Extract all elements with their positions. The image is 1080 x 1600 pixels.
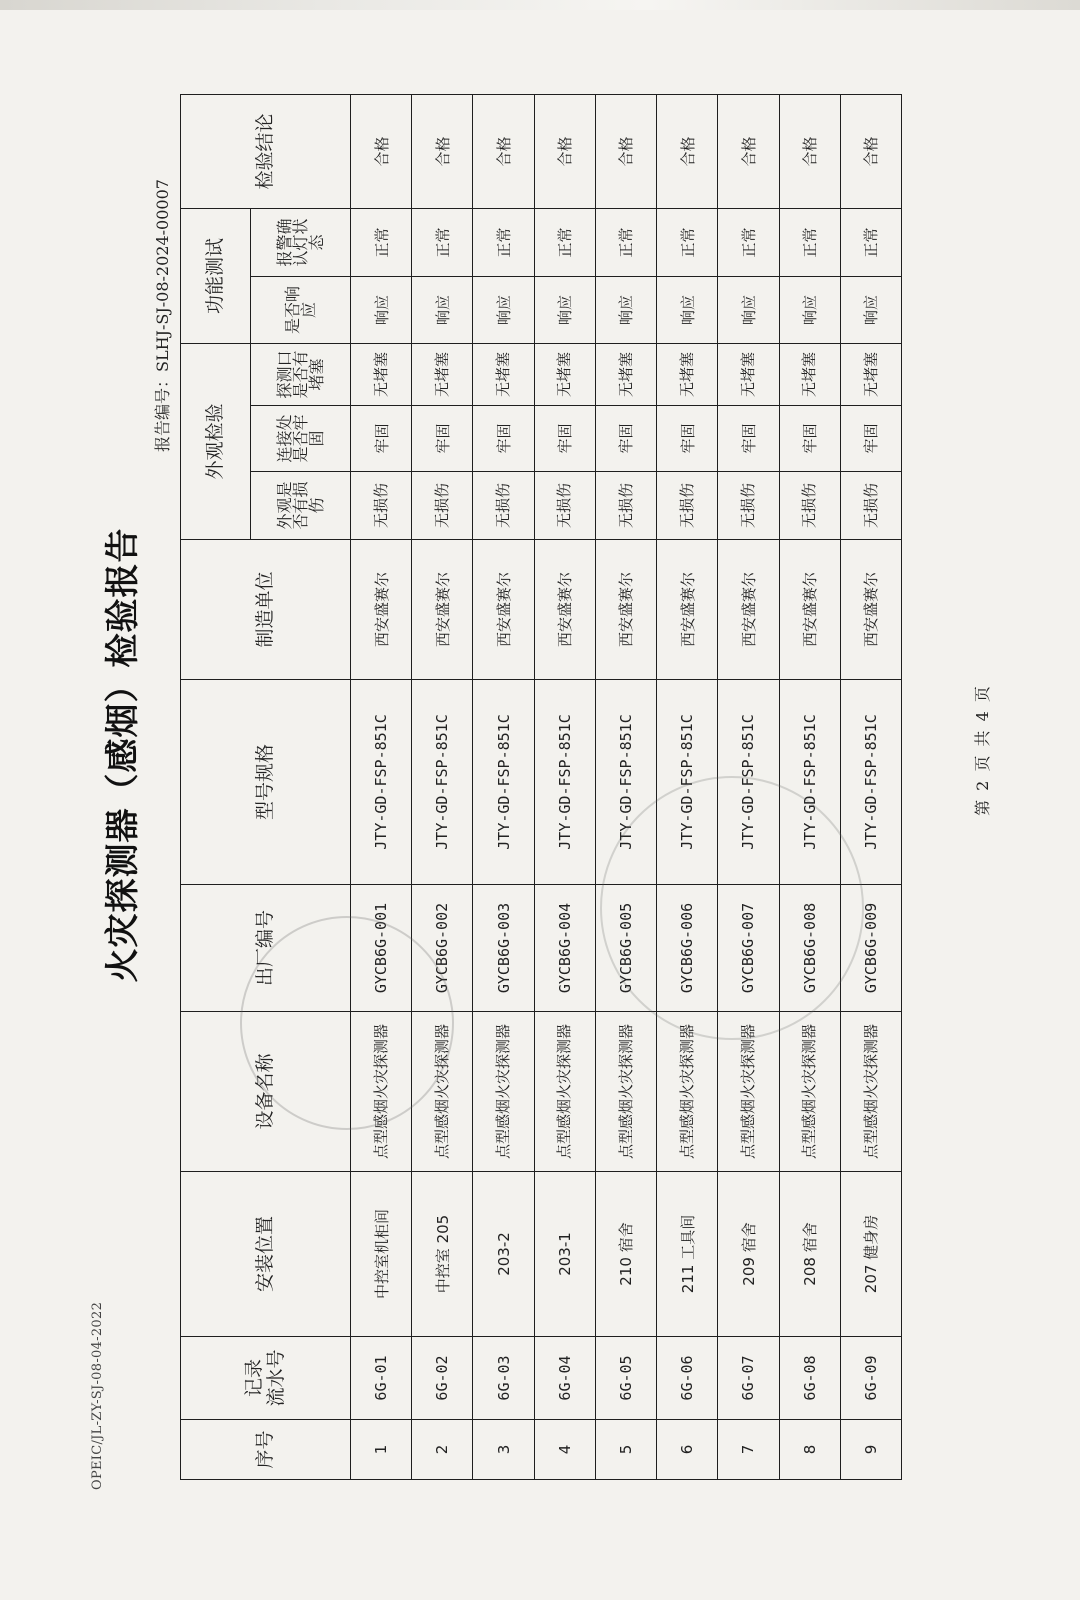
cell-manufacturer: 西安盛赛尔 xyxy=(595,540,656,680)
report-number-label: 报告编号： xyxy=(153,371,172,452)
cell-serial: GYCB6G-002 xyxy=(412,885,473,1012)
cell-model: JTY-GD-FSP-851C xyxy=(718,680,779,885)
cell-model: JTY-GD-FSP-851C xyxy=(473,680,534,885)
header-appearance-group: 外观检验 xyxy=(181,343,251,539)
cell-manufacturer: 西安盛赛尔 xyxy=(779,540,840,680)
header-appearance-damage: 外观是否有损伤 xyxy=(251,472,351,540)
cell-port-blocked: 无堵塞 xyxy=(595,343,656,405)
cell-port-blocked: 无堵塞 xyxy=(657,343,718,405)
cell-conclusion: 合格 xyxy=(718,94,779,208)
cell-response: 响应 xyxy=(718,276,779,343)
header-row-1 xyxy=(181,94,251,1479)
cell-conclusion: 合格 xyxy=(595,94,656,208)
cell-location: 208 宿舍 xyxy=(779,1172,840,1337)
cell-manufacturer: 西安盛赛尔 xyxy=(718,540,779,680)
cell-alarm-light: 正常 xyxy=(718,208,779,276)
cell-model: JTY-GD-FSP-851C xyxy=(534,680,595,885)
cell-response: 响应 xyxy=(657,276,718,343)
cell-model: JTY-GD-FSP-851C xyxy=(840,680,901,885)
cell-manufacturer: 西安盛赛尔 xyxy=(657,540,718,680)
header-alarm-light: 报警确认灯状态 xyxy=(251,208,351,276)
cell-serial: GYCB6G-005 xyxy=(595,885,656,1012)
cell-port-blocked: 无堵塞 xyxy=(351,343,412,405)
cell-conclusion: 合格 xyxy=(473,94,534,208)
cell-record-no: 6G-05 xyxy=(595,1337,656,1420)
cell-serial: GYCB6G-008 xyxy=(779,885,840,1012)
cell-conclusion: 合格 xyxy=(412,94,473,208)
cell-connection: 牢固 xyxy=(595,406,656,472)
header-location: 安装位置 xyxy=(181,1172,351,1337)
cell-alarm-light: 正常 xyxy=(595,208,656,276)
cell-location: 209 宿舍 xyxy=(718,1172,779,1337)
cell-record-no: 6G-01 xyxy=(351,1337,412,1420)
cell-serial: GYCB6G-009 xyxy=(840,885,901,1012)
cell-conclusion: 合格 xyxy=(534,94,595,208)
cell-appearance-damage: 无损伤 xyxy=(779,472,840,540)
cell-response: 响应 xyxy=(412,276,473,343)
cell-device-name: 点型感烟火灾探测器 xyxy=(840,1012,901,1172)
header-record-no: 记录 流水号 xyxy=(181,1337,351,1420)
cell-port-blocked: 无堵塞 xyxy=(779,343,840,405)
cell-connection: 牢固 xyxy=(718,406,779,472)
cell-port-blocked: 无堵塞 xyxy=(473,343,534,405)
cell-response: 响应 xyxy=(351,276,412,343)
cell-appearance-damage: 无损伤 xyxy=(473,472,534,540)
cell-location: 203-2 xyxy=(473,1172,534,1337)
table-row xyxy=(351,94,412,1479)
table-row xyxy=(595,94,656,1479)
inspection-table xyxy=(180,94,902,1480)
cell-appearance-damage: 无损伤 xyxy=(534,472,595,540)
cell-location: 207 健身房 xyxy=(840,1172,901,1337)
cell-serial: GYCB6G-003 xyxy=(473,885,534,1012)
cell-alarm-light: 正常 xyxy=(779,208,840,276)
cell-appearance-damage: 无损伤 xyxy=(718,472,779,540)
cell-conclusion: 合格 xyxy=(657,94,718,208)
cell-alarm-light: 正常 xyxy=(840,208,901,276)
cell-response: 响应 xyxy=(840,276,901,343)
header-device-name: 设备名称 xyxy=(181,1012,351,1172)
cell-response: 响应 xyxy=(534,276,595,343)
cell-connection: 牢固 xyxy=(351,406,412,472)
cell-record-no: 6G-07 xyxy=(718,1337,779,1420)
table-row xyxy=(473,94,534,1479)
report-number-value: SLHJ-SJ-08-2024-00007 xyxy=(153,179,172,372)
table-row xyxy=(779,94,840,1479)
cell-model: JTY-GD-FSP-851C xyxy=(351,680,412,885)
cell-record-no: 6G-06 xyxy=(657,1337,718,1420)
cell-device-name: 点型感烟火灾探测器 xyxy=(412,1012,473,1172)
cell-response: 响应 xyxy=(779,276,840,343)
cell-model: JTY-GD-FSP-851C xyxy=(412,680,473,885)
cell-port-blocked: 无堵塞 xyxy=(412,343,473,405)
cell-alarm-light: 正常 xyxy=(351,208,412,276)
cell-manufacturer: 西安盛赛尔 xyxy=(840,540,901,680)
cell-index: 3 xyxy=(473,1420,534,1480)
cell-alarm-light: 正常 xyxy=(412,208,473,276)
cell-device-name: 点型感烟火灾探测器 xyxy=(718,1012,779,1172)
cell-serial: GYCB6G-006 xyxy=(657,885,718,1012)
header-response: 是否响应 xyxy=(251,276,351,343)
cell-location: 210 宿舍 xyxy=(595,1172,656,1337)
cell-record-no: 6G-03 xyxy=(473,1337,534,1420)
cell-location: 211 工具间 xyxy=(657,1172,718,1337)
cell-connection: 牢固 xyxy=(840,406,901,472)
cell-record-no: 6G-08 xyxy=(779,1337,840,1420)
table-row xyxy=(840,94,901,1479)
report-number xyxy=(150,179,173,452)
cell-connection: 牢固 xyxy=(534,406,595,472)
cell-index: 7 xyxy=(718,1420,779,1480)
cell-index: 1 xyxy=(351,1420,412,1480)
seal-stamp xyxy=(240,916,454,1130)
cell-alarm-light: 正常 xyxy=(534,208,595,276)
cell-record-no: 6G-04 xyxy=(534,1337,595,1420)
cell-index: 5 xyxy=(595,1420,656,1480)
cell-device-name: 点型感烟火灾探测器 xyxy=(595,1012,656,1172)
cell-appearance-damage: 无损伤 xyxy=(351,472,412,540)
cell-location: 203-1 xyxy=(534,1172,595,1337)
cell-conclusion: 合格 xyxy=(779,94,840,208)
header-connection: 连接处是否牢固 xyxy=(251,406,351,472)
cell-model: JTY-GD-FSP-851C xyxy=(779,680,840,885)
cell-response: 响应 xyxy=(595,276,656,343)
cell-location: 中控室 205 xyxy=(412,1172,473,1337)
page-footer: 第 2 页 共 4 页 xyxy=(973,684,992,816)
page-title: 火灾探测器（感烟）检验报告 xyxy=(103,527,143,983)
cell-port-blocked: 无堵塞 xyxy=(840,343,901,405)
cell-device-name: 点型感烟火灾探测器 xyxy=(351,1012,412,1172)
cell-conclusion: 合格 xyxy=(840,94,901,208)
cell-index: 2 xyxy=(412,1420,473,1480)
cell-manufacturer: 西安盛赛尔 xyxy=(351,540,412,680)
header-manufacturer: 制造单位 xyxy=(181,540,351,680)
cell-manufacturer: 西安盛赛尔 xyxy=(473,540,534,680)
cell-connection: 牢固 xyxy=(779,406,840,472)
cell-device-name: 点型感烟火灾探测器 xyxy=(779,1012,840,1172)
header-conclusion: 检验结论 xyxy=(181,94,351,208)
cell-connection: 牢固 xyxy=(657,406,718,472)
form-code: OPEIC/JL-ZY-SJ-08-04-2022 xyxy=(90,1301,105,1490)
cell-port-blocked: 无堵塞 xyxy=(718,343,779,405)
cell-record-no: 6G-09 xyxy=(840,1337,901,1420)
cell-response: 响应 xyxy=(473,276,534,343)
header-model: 型号规格 xyxy=(181,680,351,885)
seal-stamp xyxy=(600,776,864,1040)
header-function-group: 功能测试 xyxy=(181,208,251,343)
cell-serial: GYCB6G-001 xyxy=(351,885,412,1012)
cell-serial: GYCB6G-004 xyxy=(534,885,595,1012)
cell-appearance-damage: 无损伤 xyxy=(595,472,656,540)
cell-appearance-damage: 无损伤 xyxy=(840,472,901,540)
header-port-blocked: 探测口是否有堵塞 xyxy=(251,343,351,405)
cell-device-name: 点型感烟火灾探测器 xyxy=(534,1012,595,1172)
cell-alarm-light: 正常 xyxy=(473,208,534,276)
cell-index: 6 xyxy=(657,1420,718,1480)
cell-connection: 牢固 xyxy=(473,406,534,472)
cell-appearance-damage: 无损伤 xyxy=(657,472,718,540)
cell-record-no: 6G-02 xyxy=(412,1337,473,1420)
cell-device-name: 点型感烟火灾探测器 xyxy=(657,1012,718,1172)
cell-device-name: 点型感烟火灾探测器 xyxy=(473,1012,534,1172)
cell-conclusion: 合格 xyxy=(351,94,412,208)
cell-model: JTY-GD-FSP-851C xyxy=(595,680,656,885)
cell-index: 9 xyxy=(840,1420,901,1480)
cell-model: JTY-GD-FSP-851C xyxy=(657,680,718,885)
cell-index: 8 xyxy=(779,1420,840,1480)
table-row xyxy=(534,94,595,1479)
cell-manufacturer: 西安盛赛尔 xyxy=(534,540,595,680)
header-index: 序号 xyxy=(181,1420,351,1480)
cell-index: 4 xyxy=(534,1420,595,1480)
cell-appearance-damage: 无损伤 xyxy=(412,472,473,540)
cell-alarm-light: 正常 xyxy=(657,208,718,276)
cell-serial: GYCB6G-007 xyxy=(718,885,779,1012)
table-row xyxy=(412,94,473,1479)
cell-connection: 牢固 xyxy=(412,406,473,472)
cell-port-blocked: 无堵塞 xyxy=(534,343,595,405)
cell-location: 中控室机柜间 xyxy=(351,1172,412,1337)
header-serial: 出厂编号 xyxy=(181,885,351,1012)
cell-manufacturer: 西安盛赛尔 xyxy=(412,540,473,680)
